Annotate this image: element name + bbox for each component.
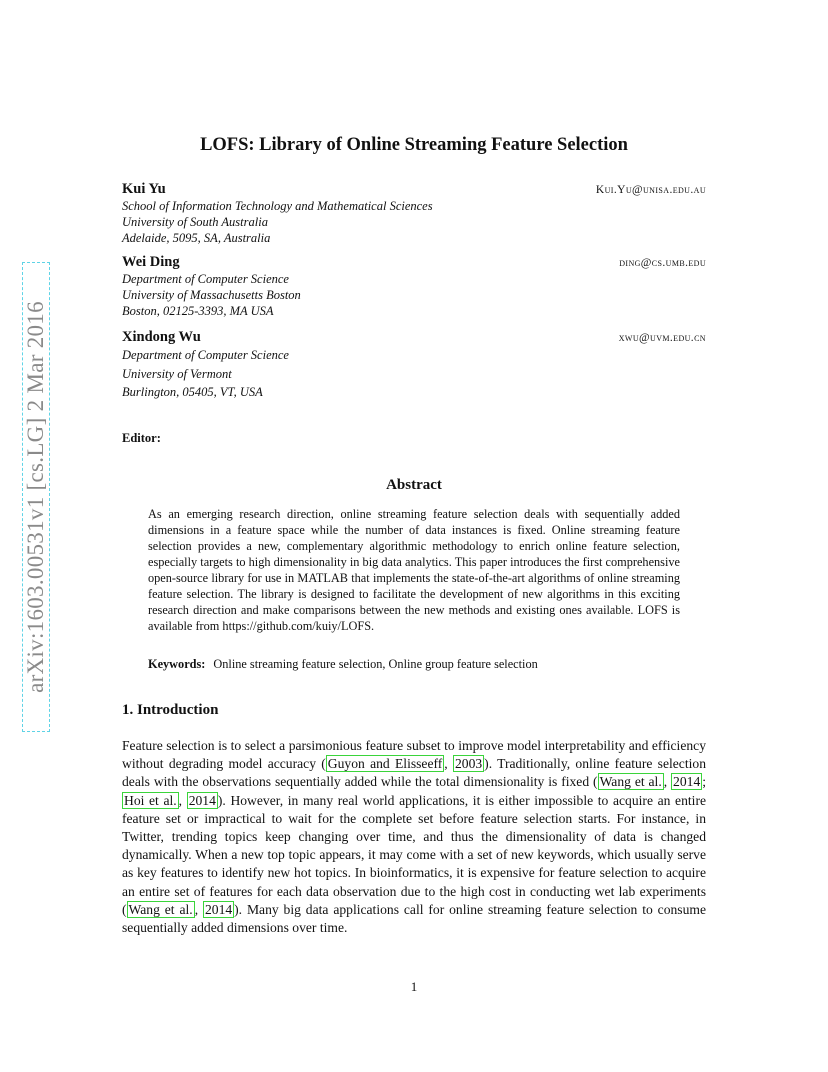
- abstract-heading: Abstract: [386, 477, 442, 493]
- author-name: Xindong Wu: [122, 329, 201, 345]
- author-block-1: [122, 181, 706, 246]
- author-email: ding@cs.umb.edu: [619, 257, 706, 269]
- author-affiliation: Department of Computer Science: [122, 272, 289, 286]
- author-block-2: [122, 254, 706, 319]
- keywords-label: Keywords:: [148, 657, 206, 671]
- author-email: Kui.Yu@unisa.edu.au: [595, 184, 706, 196]
- author-affiliation: School of Information Technology and Mathematical Sciences: [122, 199, 433, 213]
- citation-link[interactable]: Wang et al.: [128, 901, 193, 917]
- citation-year-link[interactable]: 2014: [204, 901, 233, 917]
- intro-text: Feature selection is to select a parsimonious feature subset to improve model interpretability and efficiency without degrading model accuracy (: [122, 738, 706, 772]
- introduction-paragraph: [122, 737, 706, 937]
- citation-separator: ,: [444, 756, 453, 772]
- section-heading-introduction: 1. Introduction: [122, 702, 219, 718]
- paper-title: LOFS: Library of Online Streaming Feature Selection: [200, 135, 628, 155]
- author-affiliation: University of Massachusetts Boston: [122, 288, 301, 302]
- citation-year-link[interactable]: 2014: [673, 774, 701, 790]
- author-affiliation: University of South Australia: [122, 215, 268, 229]
- keywords-line: [148, 657, 680, 672]
- citation-separator: ,: [178, 792, 187, 808]
- arxiv-stamp[interactable]: [22, 262, 50, 732]
- citation-separator: ;: [702, 774, 707, 790]
- citation-link[interactable]: Guyon and Elisseeff: [327, 756, 443, 772]
- author-affiliation: University of Vermont: [122, 366, 232, 381]
- citation-link[interactable]: Hoi et al.: [124, 792, 177, 808]
- author-affiliation: Burlington, 05405, VT, USA: [122, 385, 263, 399]
- citation-year-link[interactable]: 2003: [454, 756, 483, 772]
- citation-year-link[interactable]: 2014: [188, 792, 216, 808]
- intro-text: ). Traditionally, online feature selection deals with the observations sequentially added while the total dimensionality is fixed (: [122, 756, 706, 790]
- arxiv-stamp-text: arXiv:1603.00531v1 [cs.LG] 2 Mar 2016: [23, 301, 48, 693]
- citation-separator: ,: [194, 901, 203, 917]
- editor-label: Editor:: [122, 431, 161, 445]
- author-affiliation: Department of Computer Science: [122, 348, 289, 362]
- intro-text: ). Many big data applications call for online streaming feature selection to consume sequentially added dimensions over time.: [122, 901, 707, 936]
- author-name: Kui Yu: [122, 181, 166, 197]
- abstract-text: As an emerging research direction, online streaming feature selection deals with sequentially added dimensions in a feature space while the number of data instances is fixed. Online streaming feature selection provides a new, complementary algorithmic methodology to enrich online feature selection, especially targets to high dimensionality in big data analytics. This paper introduces the first comprehensive open-source library for use in MATLAB that implements the state-of-the-art algorithms of online streaming feature selection. The library is designed to facilitate the development of new algorithms in this exciting research direction and make comparisons between the new methods and existing ones available. LOFS is available from https://github.com/kuiy/LOFS.: [148, 507, 680, 633]
- page-number: 1: [410, 979, 418, 994]
- citation-link[interactable]: Wang et al.: [599, 774, 662, 790]
- keywords-text: Online streaming feature selection, Online group feature selection: [213, 657, 538, 671]
- author-email: xwu@uvm.edu.cn: [618, 332, 706, 344]
- citation-separator: ,: [663, 774, 672, 790]
- author-affiliation: Adelaide, 5095, SA, Australia: [122, 231, 271, 245]
- intro-text: ). However, in many real world applications, it is either impossible to acquire an entire feature set or impractical to wait for the complete set before feature selection starts. For instance, in Twitter, trending topics keep changing over time, and thus the dimensionality of data is changed dynamically. When a new top topic appears, it may come with a set of new keywords, which usually serve as key features to identify new hot topics. In bioinformatics, it is expensive for feature selection to acquire an entire set of features for each data observation due to the high cost in conducting wet lab experiments (: [122, 792, 706, 917]
- author-affiliation: Boston, 02125-3393, MA USA: [122, 304, 274, 318]
- author-block-3: [122, 329, 706, 402]
- author-name: Wei Ding: [122, 254, 180, 270]
